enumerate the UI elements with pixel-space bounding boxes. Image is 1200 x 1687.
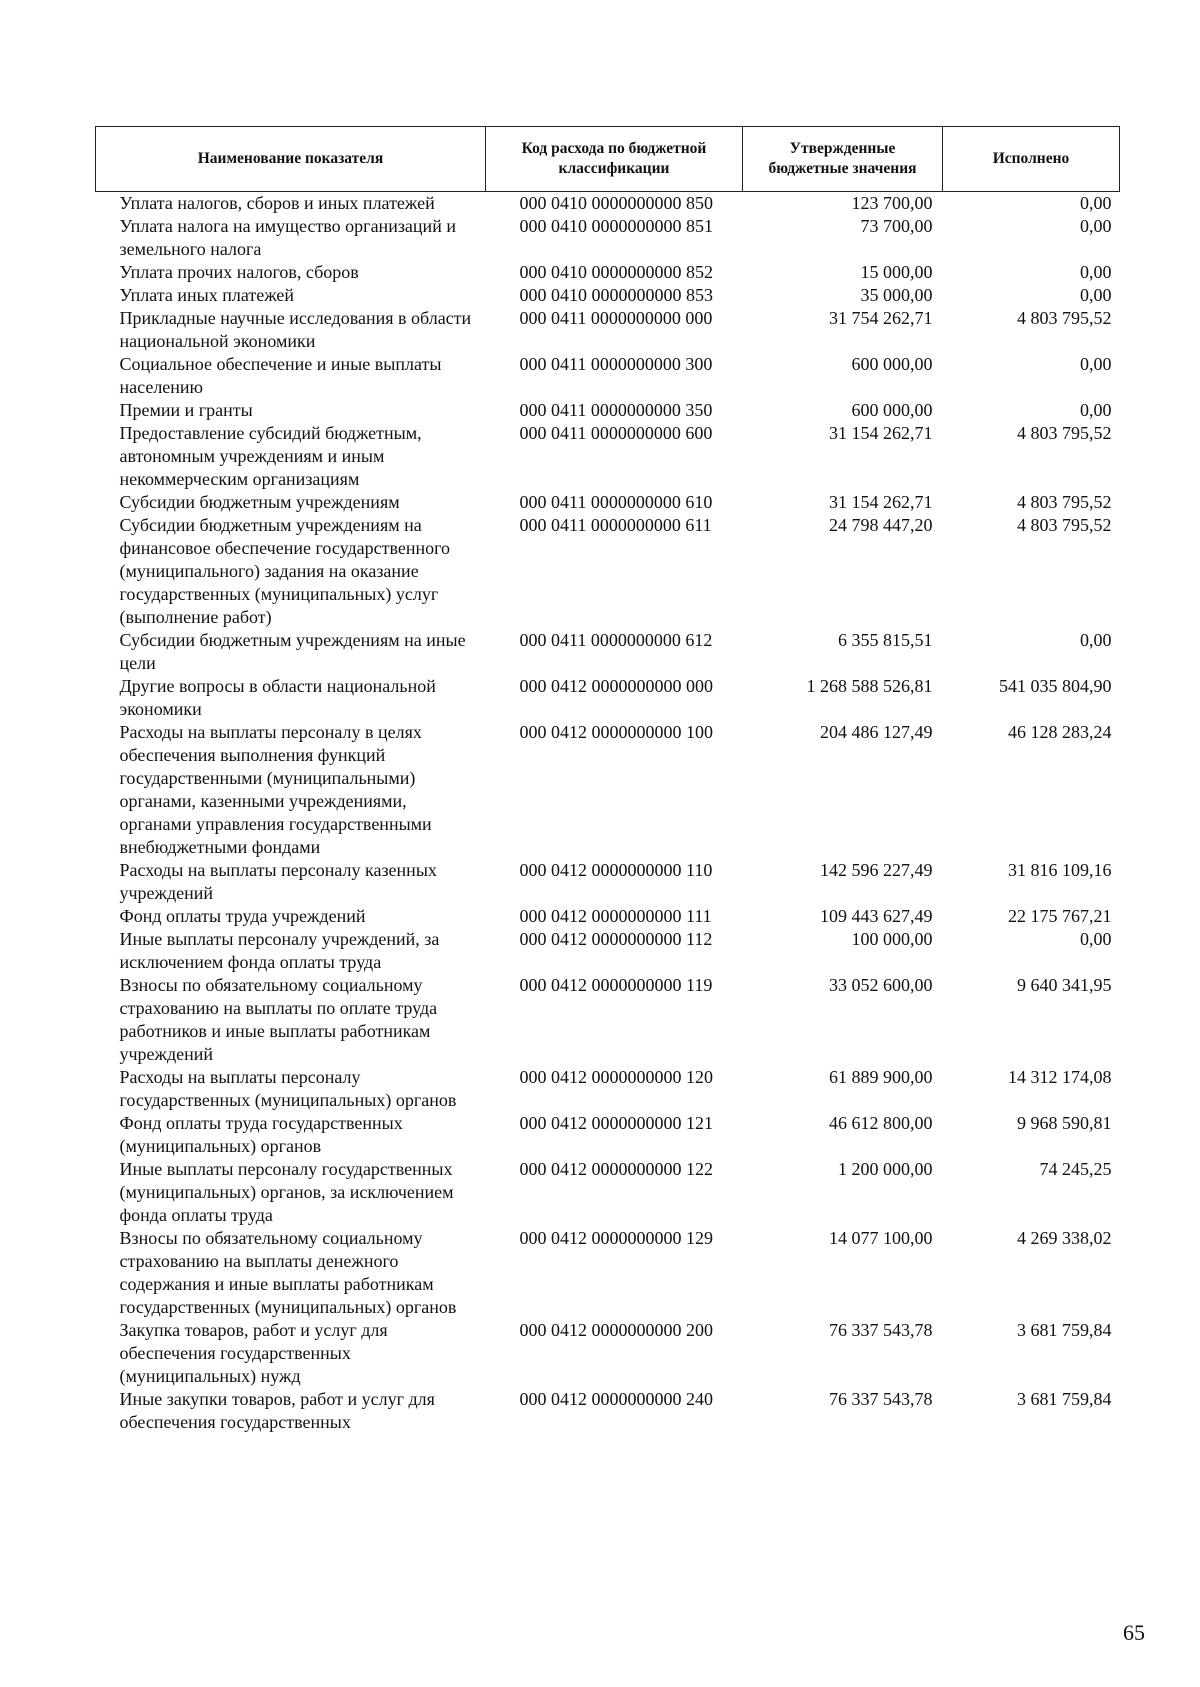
cell-executed: 9 640 341,95 [1017,975,1112,995]
table-row [96,1227,1120,1319]
cell-executed: 0,00 [1080,400,1112,420]
header-name: Наименование показателя [96,127,486,192]
table-row [96,1158,1120,1227]
cell-name: Уплата прочих налогов, сборов [119,262,359,282]
cell-code: 000 0412 0000000000 200 [519,1320,713,1340]
table-row [96,974,1120,1066]
cell-executed: 0,00 [1080,193,1112,213]
cell-executed: 4 803 795,52 [1017,308,1112,328]
table-row [96,1319,1120,1388]
cell-approved: 142 596 227,49 [820,860,933,880]
cell-name: Субсидии бюджетным учреждениям на иные цели [119,630,466,673]
cell-executed: 22 175 767,21 [1008,906,1112,926]
cell-code: 000 0411 0000000000 612 [519,630,713,650]
cell-code: 000 0412 0000000000 129 [519,1228,713,1248]
cell-code: 000 0410 0000000000 853 [519,285,713,305]
cell-executed: 14 312 174,08 [1008,1067,1112,1087]
cell-code: 000 0411 0000000000 610 [519,492,713,512]
cell-name: Иные выплаты персоналу государственных (муниципальных) органов, за исключением фонда оплаты труда [119,1159,454,1225]
cell-code: 000 0412 0000000000 100 [519,722,713,742]
cell-name: Иные закупки товаров, работ и услуг для обеспечения государственных [119,1389,435,1432]
header-executed: Исполнено [943,127,1120,192]
cell-code: 000 0412 0000000000 110 [519,860,713,880]
cell-approved: 76 337 543,78 [829,1389,933,1409]
header-approved: Утвержденные бюджетные значения [743,127,943,192]
cell-code: 000 0411 0000000000 611 [519,515,712,535]
cell-code: 000 0412 0000000000 121 [519,1113,713,1133]
cell-executed: 0,00 [1080,216,1112,236]
cell-approved: 204 486 127,49 [820,722,933,742]
cell-executed: 0,00 [1080,262,1112,282]
cell-approved: 6 355 815,51 [838,630,933,650]
cell-name: Уплата налога на имущество организаций и земельного налога [119,216,456,259]
table-row [96,675,1120,721]
cell-name: Другие вопросы в области национальной экономики [119,676,436,719]
table-row [96,859,1120,905]
header-code: Код расхода по бюджетной классификации [486,127,743,192]
cell-name: Иные выплаты персоналу учреждений, за исключением фонда оплаты труда [119,929,440,972]
cell-approved: 31 154 262,71 [829,423,933,443]
cell-code: 000 0411 0000000000 350 [519,400,713,420]
cell-approved: 109 443 627,49 [820,906,933,926]
cell-code: 000 0412 0000000000 120 [519,1067,713,1087]
cell-name: Закупка товаров, работ и услуг для обеспечения государственных (муниципальных) нужд [119,1320,388,1386]
cell-approved: 15 000,00 [860,262,933,282]
cell-approved: 1 200 000,00 [838,1159,933,1179]
table-row [96,1112,1120,1158]
cell-name: Субсидии бюджетным учреждениям [119,492,400,512]
cell-executed: 0,00 [1080,929,1112,949]
cell-name: Взносы по обязательному социальному страхованию на выплаты по оплате труда работников и иные выплаты работникам учреждений [119,975,438,1064]
cell-approved: 600 000,00 [851,354,933,374]
cell-code: 000 0412 0000000000 111 [519,906,712,926]
table-row [96,422,1120,491]
cell-executed: 0,00 [1080,630,1112,650]
cell-executed: 31 816 109,16 [1008,860,1112,880]
cell-approved: 123 700,00 [851,193,933,213]
cell-approved: 76 337 543,78 [829,1320,933,1340]
cell-name: Расходы на выплаты персоналу государственных (муниципальных) органов [119,1067,457,1110]
cell-name: Уплата налогов, сборов и иных платежей [119,193,435,213]
table-row [96,721,1120,859]
cell-executed: 4 803 795,52 [1017,515,1112,535]
table-row [96,399,1120,422]
cell-code: 000 0412 0000000000 240 [519,1389,713,1409]
cell-name: Расходы на выплаты персоналу казенных учреждений [119,860,437,903]
cell-approved: 61 889 900,00 [829,1067,933,1087]
cell-executed: 0,00 [1080,285,1112,305]
cell-approved: 31 154 262,71 [829,492,933,512]
table-row [96,1066,1120,1112]
cell-name: Расходы на выплаты персоналу в целях обеспечения выполнения функций государственными (муниципальными) органами, казенными учреждениями, органами управления государственными внебюджетными фондами [119,722,432,857]
cell-code: 000 0412 0000000000 119 [519,975,713,995]
table-row [96,905,1120,928]
cell-name: Субсидии бюджетным учреждениям на финансовое обеспечение государственного (муниципального) задания на оказание государственных (муниципальных) услуг (выполнение работ) [119,515,451,627]
cell-name: Взносы по обязательному социальному страхованию на выплаты денежного содержания и иные выплаты работникам государственных (муниципальных) органов [119,1228,457,1317]
cell-code: 000 0411 0000000000 000 [519,308,713,328]
cell-approved: 46 612 800,00 [829,1113,933,1133]
cell-executed: 4 803 795,52 [1017,423,1112,443]
table-row [96,261,1120,284]
table-row [96,514,1120,629]
cell-name: Социальное обеспечение и иные выплаты населению [119,354,442,397]
table-row [96,629,1120,675]
cell-code: 000 0410 0000000000 852 [519,262,713,282]
cell-approved: 31 754 262,71 [829,308,933,328]
table-row [96,1388,1120,1434]
cell-approved: 35 000,00 [860,285,933,305]
cell-executed: 4 803 795,52 [1017,492,1112,512]
cell-approved: 33 052 600,00 [829,975,933,995]
cell-approved: 14 077 100,00 [829,1228,933,1248]
cell-code: 000 0412 0000000000 122 [519,1159,713,1179]
table-row [96,192,1120,216]
cell-code: 000 0412 0000000000 112 [519,929,713,949]
cell-code: 000 0410 0000000000 851 [519,216,713,236]
cell-code: 000 0410 0000000000 850 [519,193,713,213]
cell-executed: 4 269 338,02 [1017,1228,1112,1248]
cell-executed: 46 128 283,24 [1008,722,1112,742]
cell-name: Премии и гранты [119,400,253,420]
cell-executed: 9 968 590,81 [1017,1113,1112,1133]
cell-approved: 73 700,00 [860,216,933,236]
cell-name: Фонд оплаты труда учреждений [119,906,366,926]
budget-table [95,126,1120,1434]
table-row [96,215,1120,261]
cell-executed: 0,00 [1080,354,1112,374]
table-row [96,928,1120,974]
cell-approved: 1 268 588 526,81 [806,676,933,696]
cell-executed: 541 035 804,90 [999,676,1112,696]
cell-executed: 3 681 759,84 [1017,1389,1112,1409]
cell-code: 000 0411 0000000000 300 [519,354,713,374]
cell-approved: 24 798 447,20 [829,515,933,535]
cell-executed: 3 681 759,84 [1017,1320,1112,1340]
table-header [96,127,1120,192]
cell-executed: 74 245,25 [1039,1159,1112,1179]
table-body [96,192,1120,1435]
cell-approved: 600 000,00 [851,400,933,420]
cell-name: Прикладные научные исследования в области национальной экономики [119,308,472,351]
cell-code: 000 0412 0000000000 000 [519,676,713,696]
cell-name: Уплата иных платежей [119,285,295,305]
table-row [96,353,1120,399]
cell-approved: 100 000,00 [851,929,933,949]
cell-code: 000 0411 0000000000 600 [519,423,713,443]
cell-name: Фонд оплаты труда государственных (муниципальных) органов [119,1113,403,1156]
page-number: 65 [1123,1620,1145,1645]
cell-name: Предоставление субсидий бюджетным, автономным учреждениям и иным некоммерческим организациям [119,423,422,489]
table-row [96,307,1120,353]
table-row [96,491,1120,514]
table-row [96,284,1120,307]
